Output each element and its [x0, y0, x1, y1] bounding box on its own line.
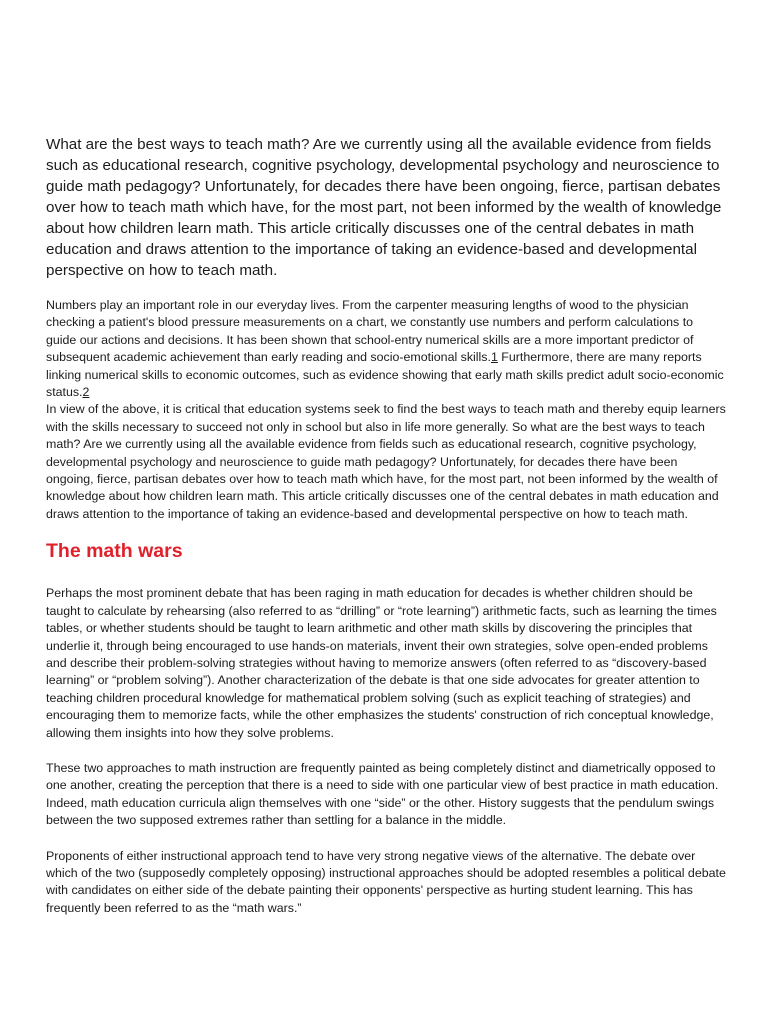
article-abstract: What are the best ways to teach math? Are we currently using all the available evidence from fields such as educational research, cognitive psychology, developmental psychology and neuroscience to guide math pedagogy? Unfortunately, for decades there have been ongoing, fierce, partisan debates over how to teach math which have, for the most part, not been informed by the wealth of knowledge about how children learn math. This article critically discusses one of the central debates in math education and draws attention to the importance of taking an evidence-based and developmental perspective on how to teach math.: [46, 136, 722, 279]
intro-paragraph-2: In view of the above, it is critical that education systems seek to find the best ways to teach math and thereby equip learners with the skills necessary to succeed not only in school but also in life more generally. So what are the best ways to teach math? Are we currently using all the available evidence from fields such as educational research, cognitive psychology, developmental psychology and neuroscience to guide math pedagogy? Unfortunately, for decades there have been ongoing, fierce, partisan debates over how to teach math which have, for the most part, not been informed by the wealth of knowledge about how children learn math. This article critically discusses one of the central debates in math education and draws attention to the importance of taking an evidence-based and developmental perspective on how to teach math.: [46, 402, 726, 521]
section-heading-math-wars: The math wars: [46, 540, 183, 563]
intro-paragraph-1-text-a: Numbers play an important role in our everyday lives. From the carpenter measuring lengths of wood to the physician checking a patient's blood pressure measurements on a chart, we constantly use numbers and perform calculations to guide our actions and decisions. It has been shown that school-entry numerical skills are a more important predictor of subsequent academic achievement than early reading and socio-emotional skills.: [46, 298, 694, 365]
section-paragraph-3: Proponents of either instructional approach tend to have very strong negative views of the alternative. The debate over which of the two (supposedly completely opposing) instructional approaches should be adopted resembles a political debate with candidates on either side of the debate painting their opponents' perspective as hurting student learning. This has frequently been referred to as the “math wars.”: [46, 848, 726, 915]
footnote-link-2[interactable]: 2: [82, 385, 90, 400]
section-paragraph-1: Perhaps the most prominent debate that has been raging in math education for decades is whether children should be taught to calculate by rehearsing (also referred to as “drilling” or “rote learning”) arithmetic facts, such as learning the times tables, or whether students should be taught to learn arithmetic and other math skills by discovering the principles that underlie it, through being encouraged to use hands-on materials, invent their own strategies, solve open-ended problems and describe their problem-solving strategies without having to memorize answers (often referred to as “discovery-based learning” or “problem solving”). Another characterization of the debate is that one side advocates for greater attention to teaching children procedural knowledge for mathematical problem solving (such as explicit teaching of strategies) and encouraging them to memorize facts, while the other emphasizes the students' construction of rich conceptual knowledge, allowing them insights into how they solve problems.: [46, 586, 717, 740]
intro-paragraph-1-text-b: Furthermore, there are many reports linking numerical skills to economic outcomes, such as evidence showing that early math skills predict adult socio-economic status.: [46, 350, 724, 400]
section-paragraph-2: These two approaches to math instruction are frequently painted as being completely distinct and diametrically opposed to one another, creating the perception that there is a need to side with one particular view of best practice in math education. Indeed, math education curricula align themselves with one “side” or the other. History suggests that the pendulum swings between the two supposed extremes rather than settling for a balance in the middle.: [46, 760, 719, 828]
article-body: [46, 134, 726, 917]
footnote-link-1[interactable]: 1: [490, 350, 498, 365]
intro-paragraph-1: [46, 297, 726, 401]
